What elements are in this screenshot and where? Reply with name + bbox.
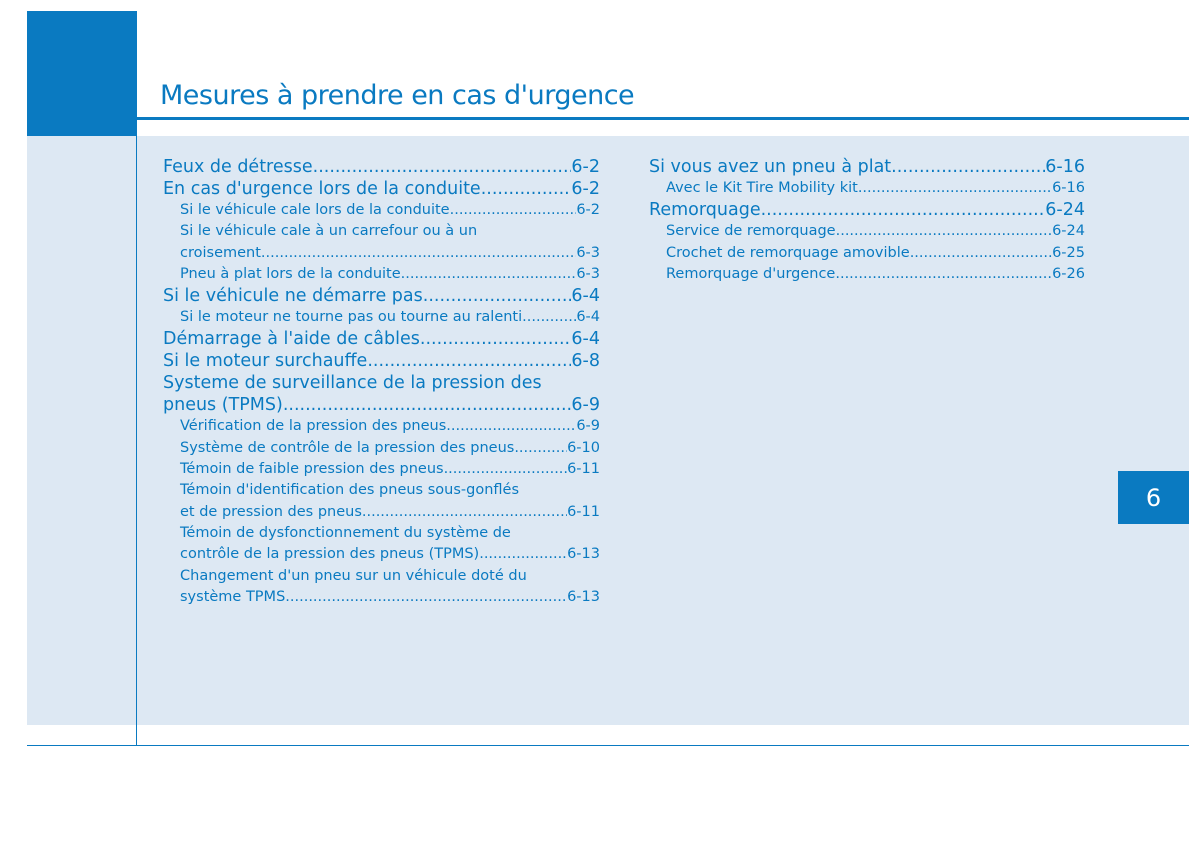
toc-entry-title: contrôle de la pression des pneus (TPMS) xyxy=(180,546,480,563)
dot-leader xyxy=(444,459,568,480)
dot-leader xyxy=(450,200,577,221)
toc-page-number: 6-24 xyxy=(1045,200,1085,221)
toc-subsection-item[interactable] xyxy=(163,307,600,328)
dot-leader xyxy=(514,438,567,459)
toc-entry-text-line: Changement d'un pneu sur un véhicule doté du xyxy=(180,567,527,584)
toc-section-item[interactable] xyxy=(649,156,1085,178)
title-divider xyxy=(137,117,1189,120)
toc-section-item[interactable] xyxy=(163,178,600,200)
toc-subsection-item[interactable] xyxy=(649,264,1085,285)
toc-subsection-item[interactable] xyxy=(163,480,600,523)
toc-page-number: 6-13 xyxy=(567,546,600,563)
toc-section-item[interactable] xyxy=(163,285,600,307)
toc-entry-title: Remorquage xyxy=(649,200,761,221)
toc-entry-title: Témoin de faible pression des pneus xyxy=(180,461,444,478)
dot-leader xyxy=(313,156,572,178)
toc-subsection-item[interactable] xyxy=(649,243,1085,264)
toc-subsection-item[interactable] xyxy=(649,178,1085,199)
toc-entry-title: Si le véhicule cale lors de la conduite xyxy=(180,202,450,218)
dot-leader xyxy=(761,199,1046,221)
toc-page-number: 6-11 xyxy=(567,461,600,478)
toc-entry-title: Si vous avez un pneu à plat xyxy=(649,157,892,177)
toc-page-number: 6-3 xyxy=(576,265,600,282)
toc-section-item[interactable] xyxy=(649,199,1085,221)
toc-entry-title: Avec le Kit Tire Mobility kit xyxy=(666,180,858,196)
dot-leader xyxy=(367,350,571,372)
toc-entry-title: Pneu à plat lors de la conduite xyxy=(180,265,401,282)
toc-section-item[interactable] xyxy=(163,350,600,372)
chapter-tab[interactable]: 6 xyxy=(1118,471,1189,524)
toc-entry-title: Si le moteur surchauffe xyxy=(163,351,368,372)
toc-entry-title: Feux de détresse xyxy=(163,157,313,177)
toc-page-number: 6-11 xyxy=(567,503,600,520)
toc-entry-title: En cas d'urgence lors de la conduite xyxy=(163,179,481,199)
toc-entry-title: Remorquage d'urgence xyxy=(666,265,836,282)
dot-leader xyxy=(261,243,576,264)
dot-leader xyxy=(420,328,572,350)
dot-leader xyxy=(910,243,1052,264)
toc-entry-text-line: Témoin de dysfonctionnement du système de xyxy=(180,524,511,541)
toc-entry-title: système TPMS xyxy=(180,588,286,605)
toc-entry-title: pneus (TPMS) xyxy=(163,395,283,416)
toc-page-number: 6-24 xyxy=(1052,223,1085,240)
dot-leader xyxy=(858,178,1052,199)
toc-column-right xyxy=(649,156,1085,285)
toc-entry-title: Vérification de la pression des pneus xyxy=(180,418,447,435)
toc-page-number: 6-8 xyxy=(571,351,600,372)
dot-leader xyxy=(285,587,567,608)
toc-subsection-item[interactable] xyxy=(163,523,600,566)
toc-entry-title: Service de remorquage xyxy=(666,223,836,240)
toc-page-number: 6-25 xyxy=(1052,244,1085,261)
toc-entry-text-line: Témoin d'identification des pneus sous-gonflés xyxy=(180,482,519,499)
toc-page-number: 6-4 xyxy=(576,309,600,326)
dot-leader xyxy=(836,221,1052,242)
toc-entry-title: Si le moteur ne tourne pas ou tourne au ralenti xyxy=(180,309,523,326)
toc-entry-text-line: Systeme de surveillance de la pression des xyxy=(163,373,542,394)
dot-leader xyxy=(481,178,572,200)
dot-leader xyxy=(522,307,576,328)
dot-leader xyxy=(362,502,567,523)
bottom-divider xyxy=(27,745,1189,746)
toc-section-item[interactable] xyxy=(163,372,600,416)
page-title: Mesures à prendre en cas d'urgence xyxy=(160,80,635,111)
toc-entry-title: Crochet de remorquage amovible xyxy=(666,244,910,261)
toc-section-item[interactable] xyxy=(163,156,600,178)
toc-entry-title: Démarrage à l'aide de câbles xyxy=(163,329,420,350)
dot-leader xyxy=(401,264,577,285)
dot-leader xyxy=(891,156,1045,178)
toc-subsection-item[interactable] xyxy=(163,566,600,609)
toc-entry-title: Système de contrôle de la pression des pneus xyxy=(180,439,515,456)
toc-subsection-item[interactable] xyxy=(163,438,600,459)
toc-column-left xyxy=(163,156,600,608)
toc-subsection-item[interactable] xyxy=(163,416,600,437)
dot-leader xyxy=(423,285,572,307)
toc-page-number: 6-16 xyxy=(1045,157,1085,177)
toc-page-number: 6-4 xyxy=(571,286,600,307)
toc-section-item[interactable] xyxy=(163,328,600,350)
toc-page-number: 6-9 xyxy=(571,395,600,416)
chapter-color-block xyxy=(27,11,137,136)
dot-leader xyxy=(835,264,1052,285)
toc-page-number: 6-2 xyxy=(571,157,600,177)
toc-page-number: 6-9 xyxy=(576,418,600,435)
toc-page-number: 6-4 xyxy=(571,329,600,350)
toc-page-number: 6-3 xyxy=(576,244,600,261)
toc-page-number: 6-2 xyxy=(576,202,600,218)
toc-subsection-item[interactable] xyxy=(163,459,600,480)
toc-page-number: 6-10 xyxy=(567,439,600,456)
toc-entry-title: et de pression des pneus xyxy=(180,503,362,520)
toc-page-number: 6-16 xyxy=(1052,180,1085,196)
toc-subsection-item[interactable] xyxy=(649,221,1085,242)
toc-subsection-item[interactable] xyxy=(163,221,600,264)
toc-entry-title: Si le véhicule ne démarre pas xyxy=(163,286,423,307)
dot-leader xyxy=(479,544,567,565)
toc-page-number: 6-2 xyxy=(571,179,600,199)
toc-subsection-item[interactable] xyxy=(163,200,600,221)
dot-leader xyxy=(446,416,576,437)
vertical-divider xyxy=(136,136,137,746)
toc-entry-title: croisement xyxy=(180,244,261,261)
toc-entry-text-line: Si le véhicule cale à un carrefour ou à un xyxy=(180,223,478,240)
toc-page-number: 6-26 xyxy=(1052,265,1085,282)
toc-subsection-item[interactable] xyxy=(163,264,600,285)
toc-page-number: 6-13 xyxy=(567,588,600,605)
dot-leader xyxy=(283,394,572,416)
